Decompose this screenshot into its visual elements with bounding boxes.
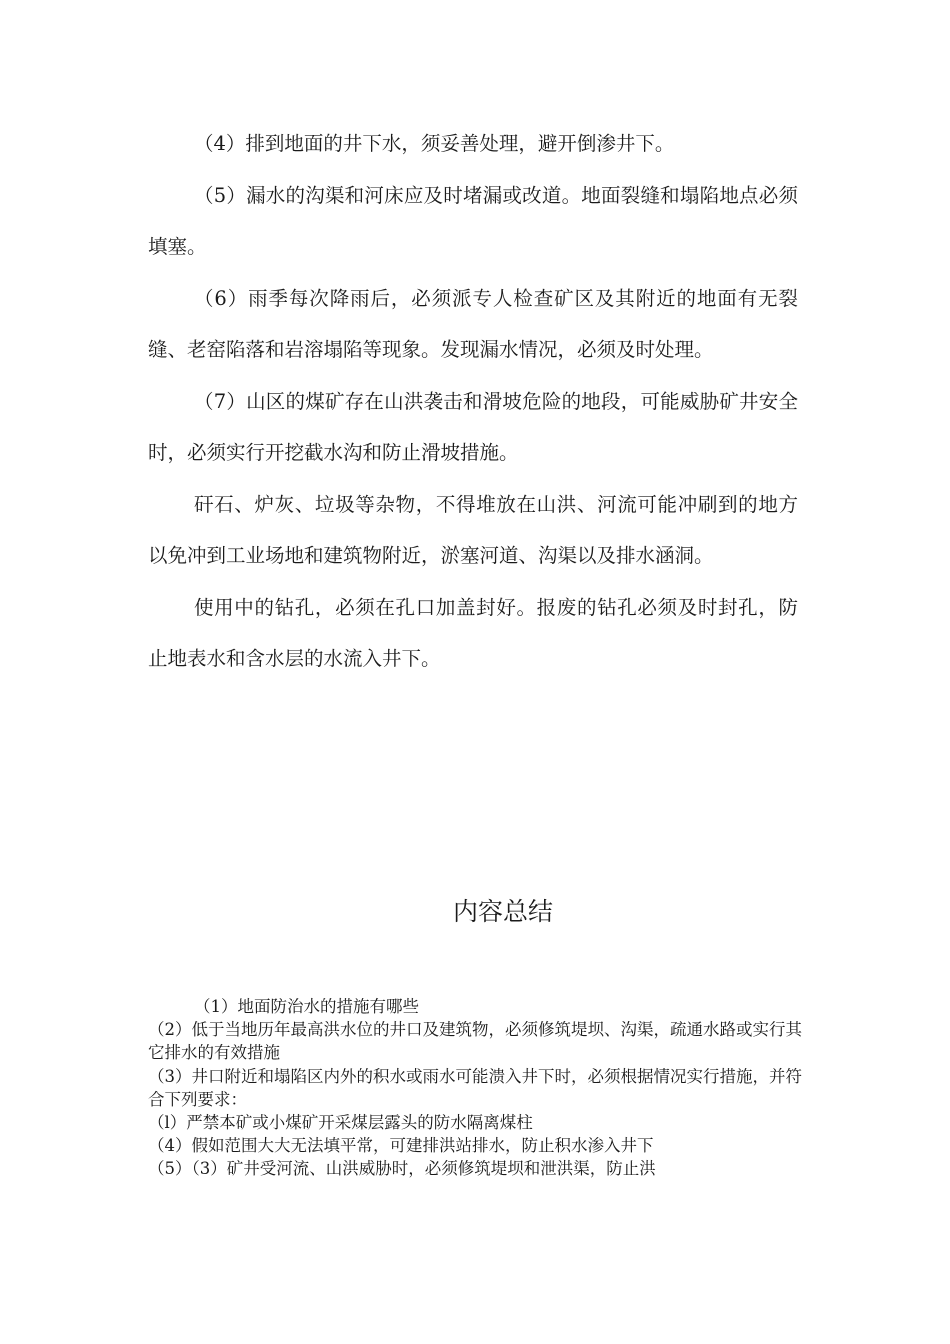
paragraph-4: （4）排到地面的井下水，须妥善处理，避开倒渗井下。: [194, 132, 675, 155]
summary-line-2: （2）低于当地历年最高洪水位的井口及建筑物，必须修筑堤坝、沟渠，疏通水路或实行其它排水的有效措施: [148, 1020, 802, 1063]
summary-title: 内容总结: [452, 897, 553, 926]
body-text: [148, 118, 798, 685]
summary-section: [148, 995, 808, 1181]
paragraph-7: （7）山区的煤矿存在山洪袭击和滑坡危险的地段，可能威胁矿井安全时，必须实行开挖截水沟和防止滑坡措施。: [148, 389, 798, 464]
paragraph-borehole: 使用中的钻孔，必须在孔口加盖封好。报废的钻孔必须及时封孔，防止地表水和含水层的水流入井下。: [148, 595, 798, 670]
summary-line-3: （3）井口附近和塌陷区内外的积水或雨水可能溃入井下时，必须根据情况实行措施，并符合下列要求：: [148, 1066, 802, 1109]
paragraph-gangue: 矸石、炉灰、垃圾等杂物，不得堆放在山洪、河流可能冲刷到的地方以免冲到工业场地和建筑物附近，淤塞河道、沟渠以及排水涵洞。: [148, 492, 798, 567]
summary-line-1: （1）地面防治水的措施有哪些: [194, 997, 419, 1016]
summary-line-5: （4）假如范围大大无法填平常，可建排洪站排水，防止积水渗入井下: [148, 1136, 654, 1156]
paragraph-6: （6）雨季每次降雨后，必须派专人检查矿区及其附近的地面有无裂缝、老窑陷落和岩溶塌陷等现象。发现漏水情况，必须及时处理。: [148, 286, 798, 361]
summary-line-4: （l）严禁本矿或小煤矿开采煤层露头的防水隔离煤柱: [148, 1113, 533, 1133]
summary-line-6: （5）（3）矿井受河流、山洪威胁时，必须修筑堤坝和泄洪渠，防止洪: [148, 1159, 656, 1179]
paragraph-5: （5）漏水的沟渠和河床应及时堵漏或改道。地面裂缝和塌陷地点必须填塞。: [148, 183, 798, 258]
